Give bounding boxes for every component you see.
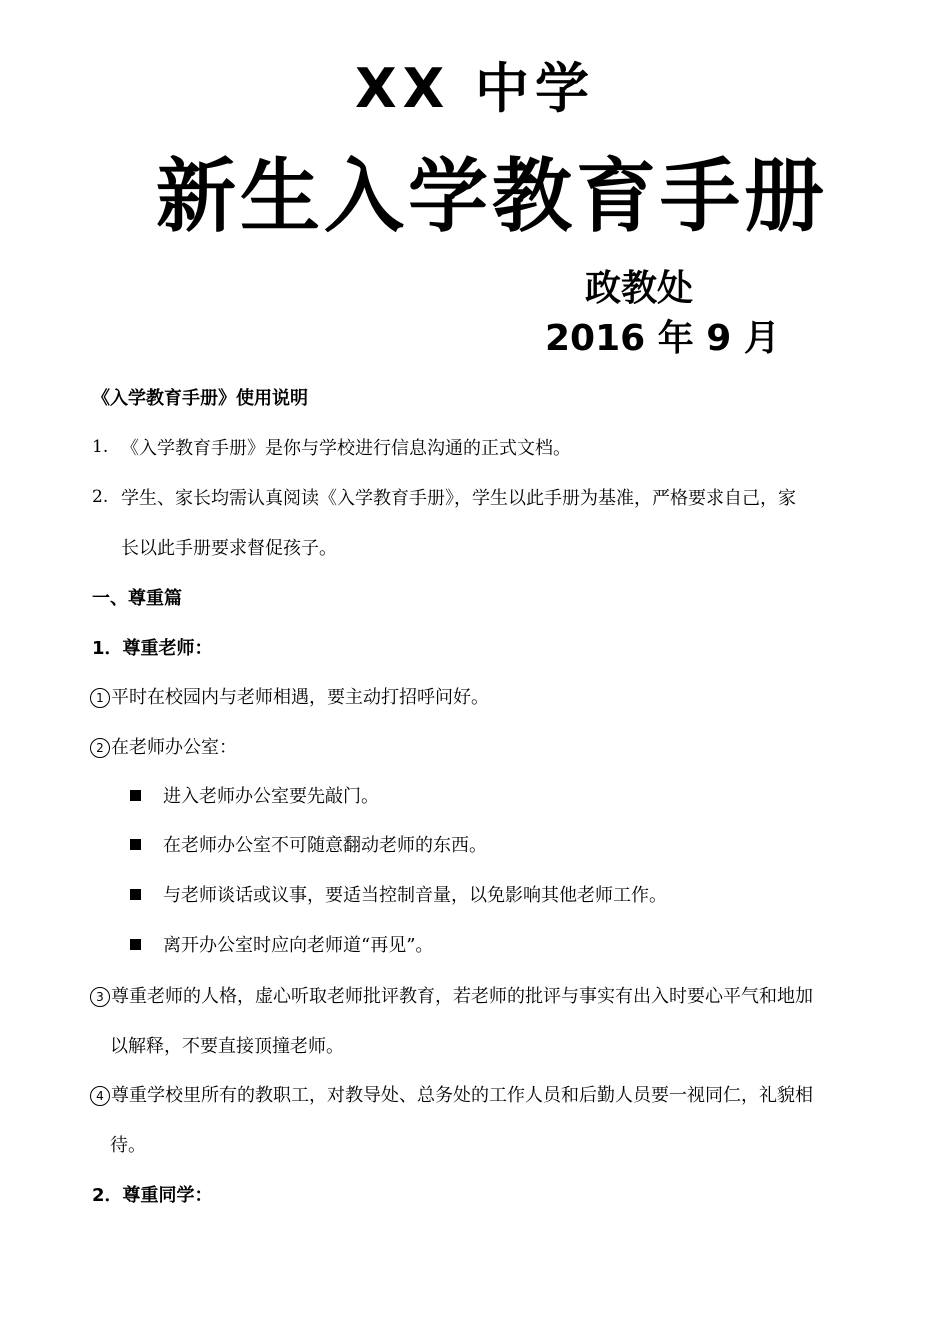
paragraph-text: 尊重老师的人格，虚心听取老师批评教育，若老师的批评与事实有出入时要心平气和地加 bbox=[111, 986, 813, 1007]
numbered-paragraph bbox=[90, 985, 813, 1009]
numbered-paragraph bbox=[90, 736, 237, 760]
circled-number: 1 bbox=[90, 688, 110, 708]
bullet-text: 进入老师办公室要先敲门。 bbox=[163, 786, 379, 807]
publish-date: 2016 年 9 月 bbox=[545, 318, 780, 359]
section-heading: 一、尊重篇 bbox=[92, 588, 182, 609]
paragraph-text: 平时在校园内与老师相遇，要主动打招呼问好。 bbox=[111, 687, 489, 708]
numbered-paragraph bbox=[90, 1084, 813, 1108]
bullet-text: 与老师谈话或议事，要适当控制音量，以免影响其他老师工作。 bbox=[163, 885, 667, 906]
circled-number: 3 bbox=[90, 987, 110, 1007]
square-bullet-icon bbox=[130, 790, 141, 801]
paragraph-text-cont: 待。 bbox=[110, 1135, 146, 1156]
bullet-text: 在老师办公室不可随意翻动老师的东西。 bbox=[163, 835, 487, 856]
square-bullet-icon bbox=[130, 939, 141, 950]
usage-heading: 《入学教育手册》使用说明 bbox=[92, 388, 308, 409]
list-number: 2. bbox=[92, 487, 109, 507]
numbered-paragraph bbox=[90, 686, 489, 710]
list-number: 1. bbox=[92, 437, 109, 457]
paragraph-text: 尊重学校里所有的教职工，对教导处、总务处的工作人员和后勤人员要一视同仁，礼貌相 bbox=[111, 1085, 813, 1106]
subsection-heading: 1．尊重老师： bbox=[92, 638, 213, 659]
usage-item-text: 学生、家长均需认真阅读《入学教育手册》，学生以此手册为基准，严格要求自己，家 bbox=[121, 488, 796, 509]
usage-item-text: 《入学教育手册》是你与学校进行信息沟通的正式文档。 bbox=[121, 438, 571, 459]
square-bullet-icon bbox=[130, 889, 141, 900]
circled-number: 2 bbox=[90, 738, 110, 758]
circled-number: 4 bbox=[90, 1086, 110, 1106]
handbook-title: 新生入学教育手册 bbox=[156, 150, 828, 243]
paragraph-text: 在老师办公室： bbox=[111, 737, 237, 758]
department-name: 政教处 bbox=[585, 268, 694, 309]
square-bullet-icon bbox=[130, 839, 141, 850]
school-name: XX 中学 bbox=[354, 57, 596, 120]
paragraph-text-cont: 以解释，不要直接顶撞老师。 bbox=[110, 1036, 344, 1057]
usage-item-text-cont: 长以此手册要求督促孩子。 bbox=[121, 538, 337, 559]
subsection-heading: 2．尊重同学： bbox=[92, 1185, 213, 1206]
bullet-text: 离开办公室时应向老师道“再见”。 bbox=[163, 935, 434, 956]
